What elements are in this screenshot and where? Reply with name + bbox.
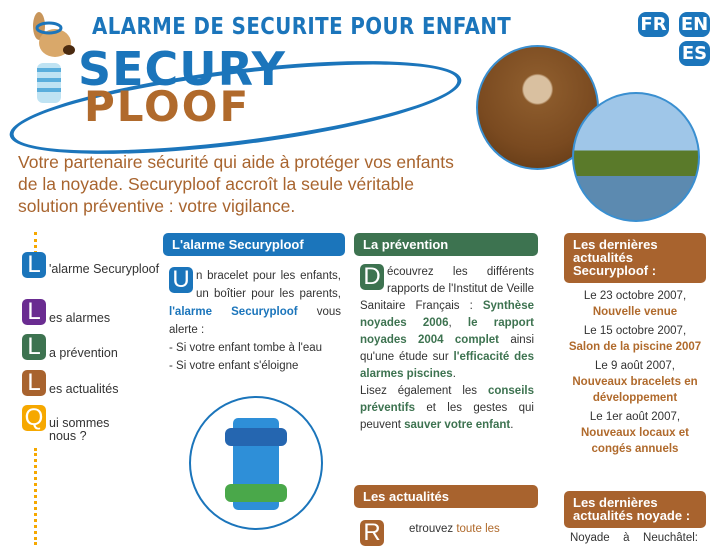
nav-item-alarmes[interactable] (22, 299, 162, 325)
prevention-text: D écouvrez les différents rapports de l'Institut de Veille Sanitaire Français : Synthèse noyades 2006, le rapport noyades 2004 complet ainsi qu'une étude sur l'efficacité des alarmes piscines. Lisez également les conseils préventifs et les gestes qui peuvent sauver votre enfant. (360, 263, 534, 431)
bracelet-product-image (189, 396, 323, 530)
lang-es-button[interactable]: ES (679, 41, 710, 66)
list-item: - Si votre enfant tombe à l'eau (169, 342, 323, 354)
nav-item-prevention[interactable] (22, 334, 162, 360)
synthese-link[interactable]: Synthèse noyades 2006 (360, 300, 534, 329)
child-photo-lake (572, 92, 700, 222)
section-header-prevention: La prévention (354, 233, 538, 256)
logo-text-secury: SECURY (78, 42, 286, 96)
lang-fr-button[interactable]: FR (638, 12, 669, 37)
text: etrouvez (409, 523, 454, 535)
news-list (564, 288, 706, 460)
news-item (564, 409, 706, 457)
drop-cap: R (360, 520, 384, 546)
lang-en-button[interactable]: EN (680, 14, 709, 35)
nav-cap-letter: L (22, 334, 46, 360)
list-item: - Si votre enfant s'éloigne (169, 360, 299, 372)
section-header-actualites: Les actualités (354, 485, 538, 508)
text: n bracelet pour les enfants, un boîtier pour les parents, (196, 270, 341, 300)
text: vous alerte : (169, 306, 341, 336)
nav-label: es alarmes (49, 311, 111, 325)
nav-label: a prévention (49, 346, 118, 360)
drop-cap: U (169, 267, 193, 293)
nav-cap-letter: L (22, 252, 46, 278)
news-link[interactable]: Nouveaux bracelets en développement (572, 376, 698, 404)
news-item (564, 358, 706, 406)
text: et les gestes qui peuvent (360, 402, 534, 431)
nav-item-qui-sommes-nous[interactable] (22, 405, 122, 443)
nav-label: 'alarme Securyploof (49, 262, 160, 276)
text: écouvrez les différents rapports de l'Institut de Veille Sanitaire Français : (360, 266, 534, 312)
news-item (564, 288, 706, 320)
sidebar-header-noyade: Les dernières actualités noyade : (564, 491, 706, 528)
site-tagline: ALARME DE SECURITE POUR ENFANT (92, 14, 512, 40)
nav-item-alarme[interactable] (22, 252, 162, 278)
noyade-news-item: Noyade à Neuchâtel: (570, 532, 698, 544)
nav-label: es actualités (49, 382, 119, 396)
news-date: Le 9 août 2007, (595, 360, 675, 372)
actualites-link[interactable]: toute les (456, 523, 500, 535)
nav-cap-letter: L (22, 299, 46, 325)
news-link[interactable]: Salon de la piscine 2007 (568, 341, 702, 353)
nav-label: ui sommes nous ? (49, 416, 110, 443)
text: Lisez également les (360, 385, 478, 397)
drop-cap: D (360, 264, 384, 290)
nav-cap-letter: L (22, 370, 46, 396)
news-date: Le 23 octobre 2007, (583, 290, 687, 302)
text: ainsi qu'une étude sur (360, 334, 534, 363)
sauver-link[interactable]: sauver votre enfant (404, 419, 511, 431)
news-date: Le 15 octobre 2007, (583, 325, 687, 337)
news-item (564, 323, 706, 355)
alarme-link[interactable]: l'alarme Securyploof (169, 306, 298, 318)
sidebar-header-securyploof: Les dernières actualités Securyploof : (564, 233, 706, 283)
efficacite-link[interactable]: l'efficacité des alarmes piscines (360, 351, 534, 380)
news-link[interactable]: Nouvelle venue (592, 306, 678, 318)
dotted-line (34, 448, 37, 545)
intro-text: Votre partenaire sécurité qui aide à protéger vos enfants de la noyade. Securyploof accroît la seule véritable solution préventive : votre vigilance. (18, 152, 454, 216)
news-link[interactable]: Nouveaux locaux et congés annuels (580, 427, 689, 455)
alarme-text (169, 267, 341, 375)
nav-cap-letter: Q (22, 405, 46, 431)
news-date: Le 1er août 2007, (589, 411, 681, 423)
conseils-link[interactable]: conseils préventifs (360, 385, 534, 414)
rapport-link[interactable]: le rapport noyades 2004 complet (360, 317, 534, 346)
actualites-text (360, 520, 532, 546)
section-header-alarme: L'alarme Securyploof (163, 233, 345, 256)
nav-item-actualites[interactable] (22, 370, 162, 396)
logo-text-ploof: PLOOF (84, 82, 251, 131)
